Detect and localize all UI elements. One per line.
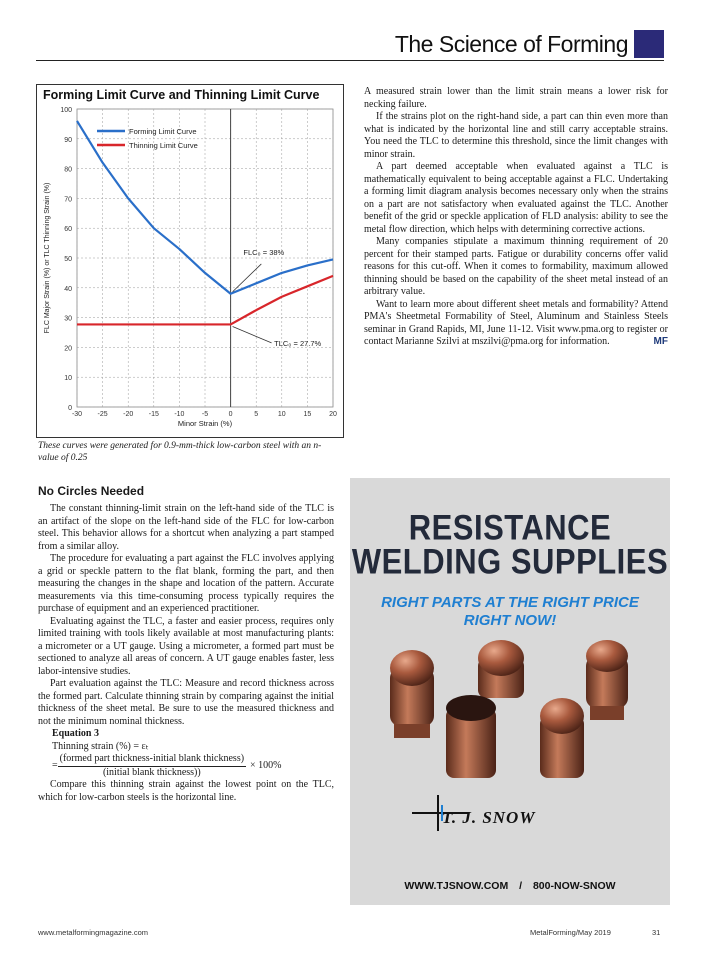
footer-page-number: 31	[652, 928, 661, 937]
ad-title-line-1: RESISTANCE	[408, 507, 612, 548]
footer-website[interactable]: www.metalformingmagazine.com	[38, 928, 149, 937]
paragraph-text: Want to learn more about different sheet metals and formability? Attend PMA's Sheetmetal Formability of Steel, Aluminum and Stainless Steels seminar in Grand Rapids, MI, June 11-12. Visit www.pma.org to register or contact Marianne Szilvi at mszilvi@pma.org for information.	[364, 298, 668, 347]
y-tick-label: 40	[64, 285, 72, 293]
ad-phone: 800-NOW-SNOW	[532, 880, 616, 892]
x-tick-label: -15	[148, 411, 159, 418]
x-tick-label: 5	[254, 411, 259, 418]
section-heading: No Circles Needed	[38, 484, 145, 498]
section-title: The Science of Forming	[394, 30, 628, 57]
section-color-block	[634, 30, 664, 58]
paragraph: A measured strain lower than the limit strain means a lower risk for necking failure.	[364, 86, 668, 110]
x-tick-label: -5	[201, 411, 209, 418]
x-tick-label: -30	[71, 411, 83, 418]
y-tick-label: 100	[60, 107, 72, 114]
y-tick-label: 20	[64, 345, 72, 353]
paragraph: Compare this thinning strain against the lowest point on the TLC, which for low-carbon steels is the horizontal line.	[38, 779, 334, 803]
y-tick-label: 90	[64, 136, 72, 144]
ad-website-link[interactable]: WWW.TJSNOW.COM	[404, 880, 509, 892]
chart-figure	[36, 84, 344, 438]
equation-label: Equation 3	[52, 728, 99, 739]
electrode-cap-1	[390, 650, 434, 738]
ad-separator: /	[519, 880, 523, 892]
electrode-cap-2	[478, 640, 524, 698]
y-tick-label: 80	[64, 166, 72, 174]
chart-caption: These curves were generated for 0.9-mm-thick low-carbon steel with an n-value of 0.25	[38, 441, 322, 463]
section-header	[395, 30, 664, 58]
ad-contact	[350, 880, 670, 892]
x-tick-label: -20	[123, 411, 134, 418]
electrode-cap-5	[540, 698, 584, 778]
welding-tips-image	[350, 628, 670, 818]
ad-brand: T. J. SNOW	[442, 808, 536, 827]
y-tick-label: 10	[64, 375, 72, 383]
x-tick-label: 15	[303, 411, 312, 418]
equation-prefix: =	[52, 759, 58, 771]
electrode-cap-4	[446, 695, 496, 778]
x-tick-label: -25	[97, 411, 108, 418]
electrode-cap-3	[586, 640, 628, 720]
legend-label: Forming Limit Curve	[129, 127, 197, 136]
equation-multiplier: × 100%	[250, 759, 282, 771]
equation-block	[52, 728, 334, 779]
equation-numerator: (formed part thickness-initial blank thickness)	[58, 753, 246, 767]
x-tick-label: 10	[277, 411, 286, 418]
paragraph: The procedure for evaluating a part against the FLC involves applying a grid or speckle pattern to the flat blank, forming the part, and then measuring the changes in the shape and location of the pattern. Accurate measurements via this time-consuming process typically requires the purchase of equipment and an experienced practitioner.	[38, 553, 334, 614]
paragraph: Many companies stipulate a maximum thinning requirement of 20 percent for their stamped parts. Fatigue or durability concerns offer valid reasons for this cut-off. When it comes to formability, maximum allowed thinning should be based on the capability of the sheet metal instead of an arbitrary value.	[364, 236, 668, 297]
paragraph: A part deemed acceptable when evaluated against a TLC is mathematically equivalent to being acceptable against a FLC. Undertaking a forming limit diagram analysis becomes necessary only when the strains on a part are not satisfactory when evaluated against the TLC. Another benefit of the grid or speckle application of FLD analysis: ability to see the metal flow direction, which helps with determining corrective actions.	[364, 161, 668, 235]
legend-label: Thinning Limit Curve	[129, 141, 198, 150]
x-tick-label: 20	[329, 411, 337, 418]
paragraph: If the strains plot on the right-hand side, a part can thin even more than what is indicated by the horizontal line and still carry acceptable strains. You need the TLC to determine this threshold, since the limit changes with minor strain.	[364, 111, 668, 160]
tlc-annotation-label: TLC₀ = 27.7%	[274, 338, 322, 348]
paragraph: Part evaluation against the TLC: Measure and record thickness across the formed part. Calculate thinning strain by comparing against the initial thickness of the sheet metal. Be sure to use the measured thickness and not the minimum nominal thickness.	[38, 678, 334, 727]
equation-denominator: (initial blank thickness))	[102, 766, 201, 778]
y-tick-label: 70	[64, 196, 72, 204]
chart-title: Forming Limit Curve and Thinning Limit Curve	[43, 88, 320, 102]
ad-tagline-1: RIGHT PARTS AT THE RIGHT PRICE	[381, 594, 639, 611]
y-tick-label: 30	[64, 315, 72, 323]
x-tick-label: -10	[174, 411, 185, 418]
y-tick-label: 0	[68, 405, 72, 412]
footer-issue: MetalForming/May 2019	[530, 928, 611, 937]
chart-svg	[37, 85, 343, 437]
header-rule	[36, 60, 664, 61]
ad-tagline-2: RIGHT NOW!	[463, 612, 557, 629]
equation-fraction	[58, 753, 246, 779]
paragraph: The constant thinning-limit strain on the left-hand side of the TLC is an artifact of the slope on the left-hand side of the FLC for low-carbon steel. This behavior allows for a shortcut when analyzing a part stamped from a similar alloy.	[38, 503, 334, 552]
paragraph	[364, 299, 668, 349]
ad-title-line-2: WELDING SUPPLIES	[351, 541, 669, 582]
left-column	[38, 503, 334, 804]
paragraph: Evaluating against the TLC, a faster and easier process, requires only limited training with tools likely available at most manufacturing plants: a micrometer or a UT gauge. Using a micrometer, a formed part must be sectioned to analyze all areas of concern. A UT gauge enables faster, less labor-intensive studies.	[38, 615, 334, 677]
y-axis-label: FLC Major Strain (%) or TLC Thinning Strain (%)	[44, 182, 51, 334]
y-tick-label: 60	[64, 226, 72, 234]
right-column	[364, 86, 668, 349]
x-tick-label: 0	[228, 411, 233, 418]
y-tick-label: 50	[64, 256, 72, 263]
flc-annotation-label: FLC₀ = 38%	[243, 248, 285, 258]
x-axis-label: Minor Strain (%)	[177, 419, 233, 428]
end-mark: MF	[653, 336, 668, 347]
equation-line: Thinning strain (%) = εₜ	[52, 740, 149, 752]
advertisement[interactable]	[350, 478, 670, 905]
